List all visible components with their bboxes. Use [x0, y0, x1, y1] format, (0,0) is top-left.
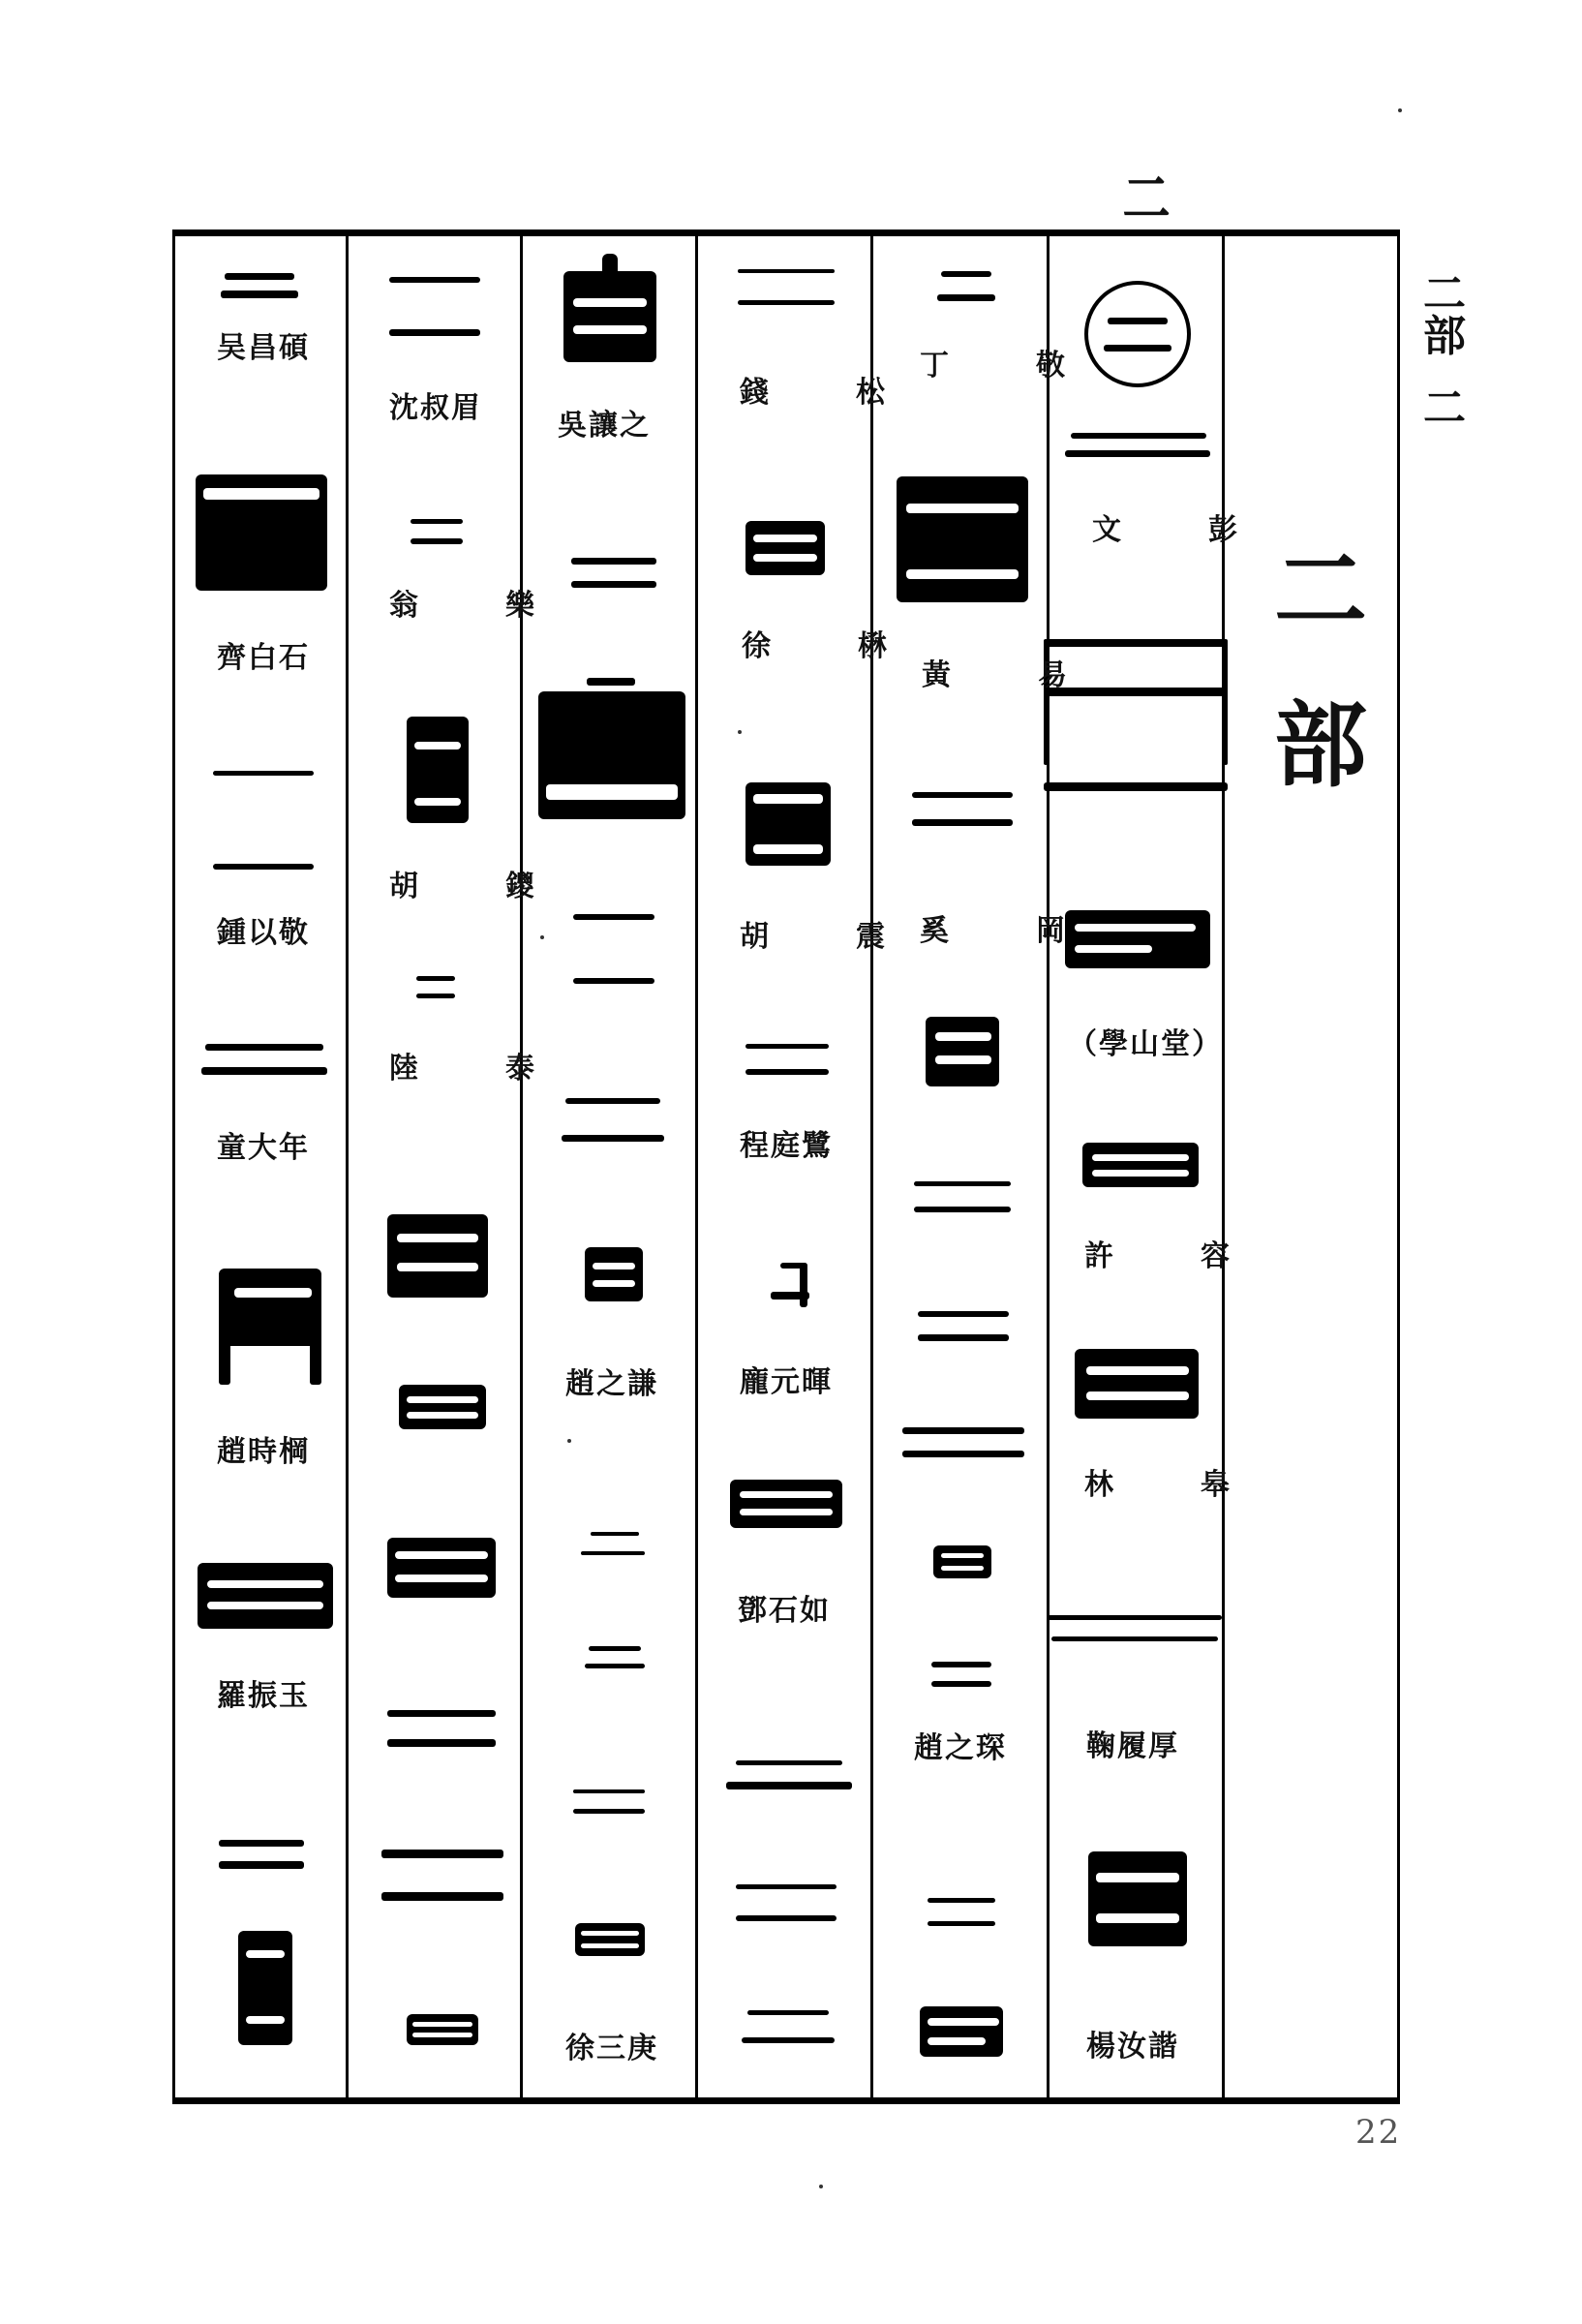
- seal-mark: [238, 1931, 292, 2045]
- column-divider: [695, 236, 698, 2097]
- seal-mark: [1082, 1143, 1199, 1187]
- seal-mark: [738, 269, 835, 308]
- scan-speck: [1398, 108, 1402, 112]
- seal-mark: [407, 2014, 478, 2045]
- seal-mark: [387, 1710, 496, 1749]
- seal-name: 羅振玉: [217, 1679, 310, 1713]
- seal-mark: [407, 717, 469, 823]
- seal-mark: [1075, 1349, 1199, 1419]
- seal-name: （學山堂）: [1068, 1027, 1223, 1061]
- seal-mark: [745, 1044, 829, 1077]
- seal-name: 翁 樂: [389, 589, 563, 623]
- top-character: 二: [1122, 166, 1171, 231]
- seal-mark: [742, 2010, 835, 2047]
- seal-name: 鄧石如: [738, 1594, 831, 1628]
- seal-name: 錢 松: [740, 376, 914, 410]
- seal-mark: [538, 678, 685, 819]
- seal-mark: [389, 277, 480, 337]
- seal-mark: [213, 771, 314, 872]
- column-divider: [1047, 236, 1050, 2097]
- seal-mark: [933, 1545, 991, 1578]
- seal-mark: [585, 1247, 643, 1301]
- seal-mark: [897, 476, 1028, 602]
- seal-name: 胡 鑁: [389, 870, 563, 903]
- seal-mark: [745, 782, 831, 866]
- seal-name: 程庭鷺: [740, 1129, 833, 1163]
- seal-mark: [387, 1214, 488, 1298]
- seal-mark: [771, 1263, 809, 1307]
- seal-name: 丁 敬: [920, 349, 1094, 382]
- seal-mark: [937, 271, 995, 302]
- seal-name: 齊白石: [217, 641, 310, 675]
- seal-name: 陸 泰: [389, 1052, 563, 1086]
- seal-mark: [1088, 1851, 1187, 1946]
- heading-char: 部: [1274, 690, 1367, 800]
- seal-mark: [918, 1311, 1009, 1342]
- seal-name: 文 彭: [1092, 513, 1266, 547]
- seal-mark: [416, 976, 455, 999]
- seal-name: 吴昌碩: [217, 331, 310, 365]
- seal-mark: [920, 2006, 1003, 2057]
- column-divider: [870, 236, 873, 2097]
- seal-name: 趙之琛: [914, 1731, 1007, 1765]
- seal-name: 黃 易: [922, 658, 1096, 692]
- seal-mark: [219, 1269, 321, 1385]
- seal-mark: [902, 1427, 1024, 1460]
- seal-name: 奚 岡: [920, 914, 1094, 948]
- seal-mark: [573, 914, 654, 986]
- scan-speck: [540, 935, 544, 939]
- seal-mark: [1048, 1615, 1222, 1644]
- seal-name: 林 皋: [1084, 1468, 1259, 1502]
- seal-name: 許 容: [1084, 1239, 1259, 1273]
- seal-mark: [196, 474, 327, 591]
- column-divider: [346, 236, 349, 2097]
- seal-mark: [928, 1898, 995, 1927]
- seal-mark: [581, 1532, 645, 1557]
- seal-mark: [562, 1098, 664, 1145]
- seal-circle: [1084, 281, 1191, 387]
- scan-speck: [738, 730, 742, 734]
- seal-name: 胡 震: [740, 920, 914, 954]
- seal-mark: [573, 1789, 645, 1815]
- seal-mark: [198, 1563, 333, 1629]
- side-label-char: 二: [1423, 383, 1466, 433]
- seal-mark: [585, 1646, 645, 1669]
- seal-mark: [387, 1538, 496, 1598]
- seal-mark: [399, 1385, 486, 1429]
- seal-mark: [730, 1480, 842, 1528]
- seal-name: 吳讓之: [558, 409, 651, 443]
- seal-name: 鍾以敬: [217, 916, 310, 950]
- seal-mark: [219, 1840, 304, 1871]
- side-label: [1423, 269, 1466, 433]
- seal-mark: [411, 519, 463, 546]
- page-number: 22: [1355, 2113, 1402, 2152]
- seal-mark: [201, 1044, 327, 1077]
- column-divider: [520, 236, 523, 2097]
- seal-name: 趙時棡: [217, 1435, 310, 1469]
- seal-mark: [912, 792, 1013, 831]
- scan-speck: [819, 2185, 823, 2188]
- seal-mark: [575, 1923, 645, 1956]
- seal-mark: [726, 1760, 852, 1793]
- seal-mark: [745, 521, 825, 575]
- seal-name: 鞠履厚: [1086, 1729, 1179, 1763]
- seal-name: 龐元暉: [740, 1365, 833, 1399]
- seal-mark: [1065, 431, 1210, 460]
- seal-name: 沈叔眉: [389, 391, 482, 425]
- seal-mark: [926, 1017, 999, 1086]
- scan-speck: [567, 1439, 571, 1443]
- seal-name: 楊汝諧: [1086, 2030, 1179, 2064]
- seal-mark: [736, 1884, 837, 1923]
- seal-mark: [381, 1850, 503, 1904]
- seal-mark: [221, 273, 298, 300]
- seal-mark: [563, 254, 656, 362]
- seal-name: 徐 楙: [742, 629, 916, 663]
- seal-name: 徐三庚: [565, 2032, 658, 2065]
- seal-mark: [571, 558, 656, 591]
- side-label-char: 二: [1423, 269, 1466, 319]
- side-label-char: 部: [1423, 312, 1466, 361]
- seal-mark: [931, 1662, 991, 1689]
- seal-mark: [914, 1181, 1011, 1214]
- seal-name: 童大年: [217, 1131, 310, 1165]
- seal-name: 趙之謙: [565, 1367, 658, 1401]
- section-heading: [1274, 535, 1367, 800]
- heading-char: 二: [1274, 535, 1367, 645]
